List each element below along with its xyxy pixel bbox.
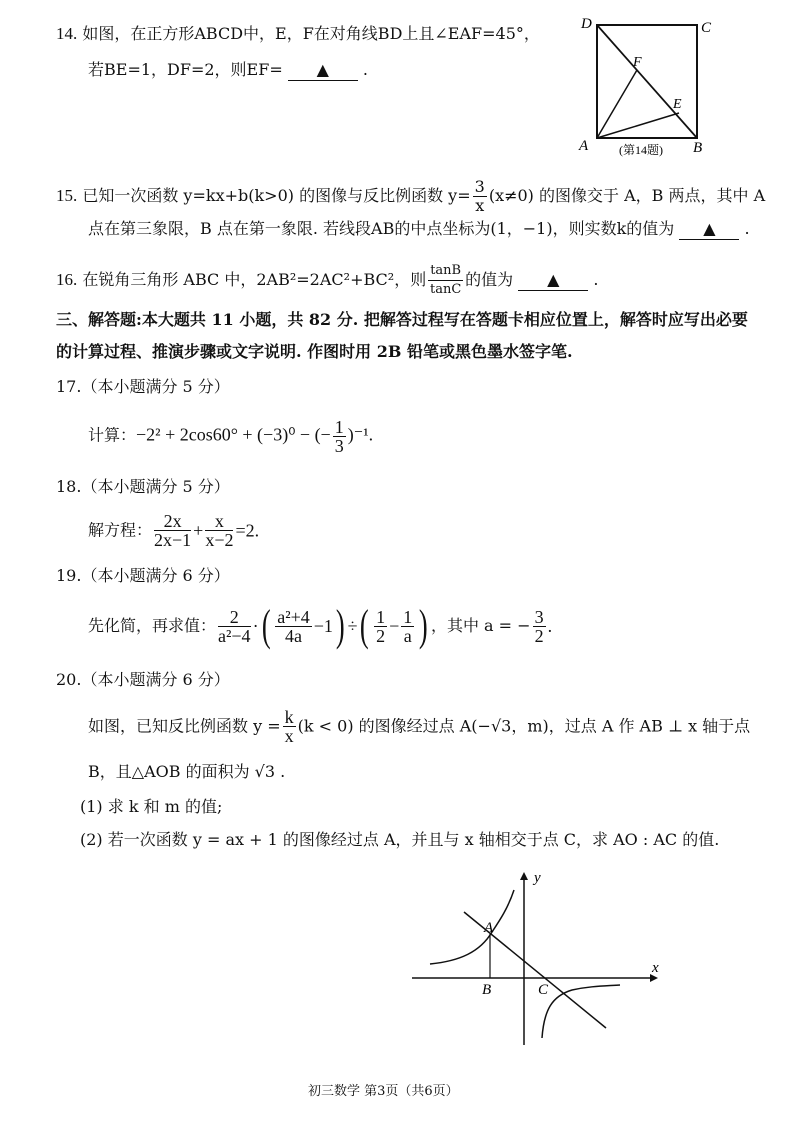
- q14-label-b: B: [693, 140, 703, 156]
- q18-f2-den: x−2: [205, 530, 234, 550]
- q19-fraction-5: [533, 608, 546, 645]
- q15-text1a: 已知一次函数 y=kx+b(k>0) 的图像与反比例函数 y=: [82, 186, 471, 205]
- q14-answer-blank: [288, 60, 358, 81]
- q20-label-x: x: [652, 960, 659, 976]
- q18-plus: +: [193, 520, 204, 541]
- q19-f2-num: a²+4: [277, 606, 310, 627]
- q17-body: [88, 418, 373, 455]
- q20-label-a: A: [484, 920, 494, 936]
- q19-f1-num: 2: [218, 608, 251, 627]
- q15-number: 15.: [56, 186, 78, 205]
- q15-text2: 点在第三象限，B 点在第一象限. 若线段AB的中点坐标为(1，−1)，则实数k的值为: [88, 219, 675, 238]
- q14-number: 14.: [56, 24, 78, 43]
- q19-f1-den: a²−4: [218, 625, 251, 646]
- q20-frac-den: x: [284, 726, 294, 746]
- q16-frac-num: tanB: [428, 262, 463, 281]
- q17-expr-a: −2² + 2cos60° + (−3)⁰ − (−: [136, 424, 331, 445]
- q19-f5-num: 3: [534, 606, 544, 627]
- q19-rparen-2: ): [419, 601, 429, 650]
- q16-text-post: 的值为: [465, 270, 514, 289]
- q14-label-f: F: [633, 55, 642, 70]
- q18-rhs: =2.: [235, 520, 260, 541]
- section3-line1: 三、解答题:本大题共 11 小题，共 82 分. 把解答过程写在答题卡相应位置上，解答时应写出必要: [56, 310, 748, 329]
- q18-f1-num: 2x: [154, 512, 191, 531]
- q19-cond-post: .: [547, 616, 553, 636]
- q19-cond-pre: ，其中 a = −: [430, 616, 531, 635]
- q18-header: 18.（本小题满分 5 分）: [56, 477, 230, 496]
- q19-div: ÷: [347, 616, 358, 636]
- q14-line1: [56, 24, 540, 44]
- q20-part1: (1) 求 k 和 m 的值;: [80, 797, 223, 816]
- q16-blank-mark: ▲: [547, 270, 560, 289]
- q19-fraction-4: [401, 608, 414, 645]
- q14-blank-mark: ▲: [316, 60, 329, 79]
- q17-frac-num: 1: [334, 417, 344, 437]
- q17-header: 17.（本小题满分 5 分）: [56, 377, 230, 396]
- q19-body: [88, 601, 553, 650]
- q17-frac-den: 3: [334, 436, 344, 456]
- q19-fraction-2: [275, 608, 312, 645]
- q20-hyperbola-left: [430, 890, 514, 964]
- q20-figure: [400, 860, 680, 1050]
- q14-text2: 若BE=1，DF=2，则EF=: [88, 60, 283, 79]
- q19-minus1: −1: [313, 616, 333, 636]
- q19-dot: ·: [252, 616, 259, 636]
- q20-text1a: 如图，已知反比例函数 y =: [88, 716, 281, 736]
- q15-blank-mark: ▲: [703, 219, 716, 238]
- q19-fraction-3: [374, 608, 387, 645]
- q20-y-arrow-icon: [520, 872, 528, 880]
- q17-fraction: [333, 418, 346, 455]
- q15-text1b: (x≠0) 的图像交于 A，B 两点，其中 A: [488, 186, 766, 205]
- q20-frac-num: k: [284, 707, 294, 727]
- q15-line1: [56, 178, 765, 215]
- q19-f4-num: 1: [403, 606, 413, 627]
- q15-answer-blank: [679, 219, 739, 240]
- q14-line2: [88, 60, 368, 81]
- q19-label: 先化简，再求值：: [88, 616, 217, 635]
- q14-caption: (第14题): [619, 143, 663, 157]
- q16-period: .: [593, 270, 599, 289]
- q16-frac-den: tanC: [430, 282, 462, 297]
- q16-fraction: [428, 262, 463, 299]
- q16-answer-blank: [518, 270, 588, 291]
- q17-expr-b: )⁻¹.: [347, 424, 374, 445]
- q20-label-c: C: [538, 982, 549, 998]
- q19-minus: −: [389, 616, 400, 636]
- q19-f4-den: a: [403, 625, 412, 646]
- q19-f5-den: 2: [534, 625, 544, 646]
- q14-diagonal-bd: [597, 25, 697, 138]
- q14-label-d: D: [581, 16, 592, 32]
- q19-fraction-1: [218, 608, 251, 645]
- q16-number: 16.: [56, 270, 78, 289]
- q15-frac-den: x: [475, 196, 485, 215]
- q16-text-pre: 在锐角三角形 ABC 中，2AB²=2AC²+BC²，则: [82, 270, 427, 289]
- q20-part2: (2) 若一次函数 y = ax + 1 的图像经过点 A，并且与 x 轴相交于点 C，求 AO : AC 的值.: [80, 830, 720, 849]
- q18-fraction-1: [154, 512, 191, 549]
- q19-f3-num: 1: [376, 606, 386, 627]
- q14-text1: 如图，在正方形ABCD中，E，F在对角线BD上且∠EAF=45°，: [82, 24, 540, 43]
- q20-fraction: [283, 708, 296, 745]
- q19-lparen-2: (: [360, 601, 370, 650]
- q14-label-e: E: [673, 97, 682, 112]
- q14-label-c: C: [701, 20, 712, 36]
- q18-f2-num: x: [205, 512, 233, 531]
- q20-label-y: y: [534, 870, 541, 886]
- q20-line2: B，且△AOB 的面积为 √3 .: [88, 762, 286, 781]
- q18-body: [88, 512, 259, 549]
- q19-f2-den: 4a: [284, 625, 302, 646]
- q20-line1: [88, 708, 750, 745]
- q14-label-a: A: [579, 138, 589, 154]
- q20-label-b: B: [482, 982, 492, 998]
- q14-period: .: [362, 60, 369, 79]
- q15-period: .: [744, 219, 750, 238]
- section3-line2: 的计算过程、推演步骤或文字说明. 作图时用 2B 铅笔或黑色墨水签字笔.: [56, 342, 573, 361]
- q18-label: 解方程：: [88, 520, 153, 540]
- q20-header: 20.（本小题满分 6 分）: [56, 670, 230, 689]
- q19-lparen-1: (: [261, 601, 271, 650]
- q20-hyperbola-right: [542, 985, 620, 1038]
- page-footer: 初三数学 第3页（共6页）: [308, 1084, 459, 1099]
- q18-f1-den: 2x−1: [154, 530, 192, 550]
- q18-fraction-2: [205, 512, 233, 549]
- q14-figure: [575, 10, 720, 160]
- q20-text1b: (k < 0) 的图像经过点 A(−√3，m)，过点 A 作 AB ⊥ x 轴于点: [297, 716, 751, 736]
- q19-f3-den: 2: [376, 625, 386, 646]
- q15-frac-num: 3: [474, 177, 485, 196]
- q15-line2: [88, 219, 750, 240]
- q17-label: 计算：: [88, 425, 137, 445]
- q19-rparen-1: ): [335, 601, 345, 650]
- q19-header: 19.（本小题满分 6 分）: [56, 566, 230, 585]
- q16-line: [56, 262, 598, 299]
- q15-fraction: [473, 178, 487, 215]
